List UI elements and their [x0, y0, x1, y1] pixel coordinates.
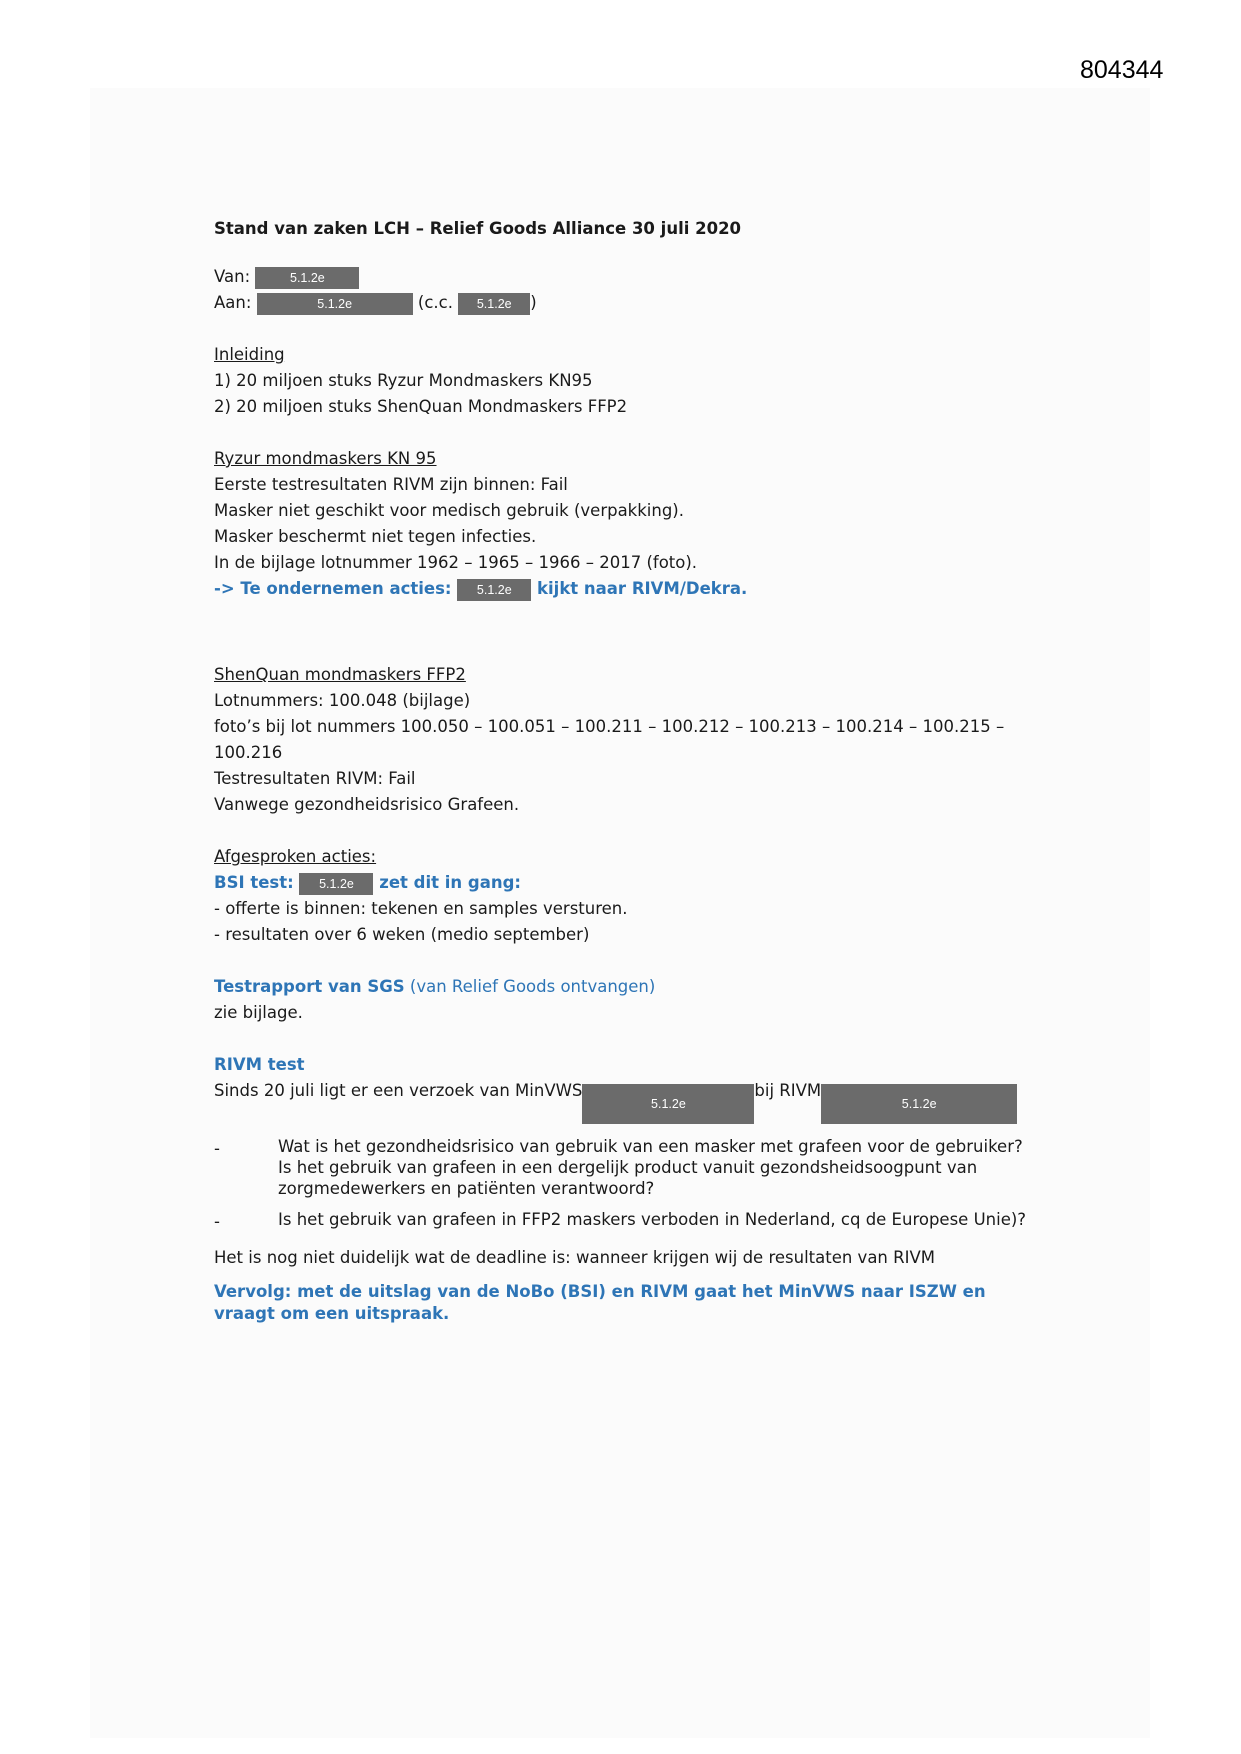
- cc-close: ): [530, 293, 537, 312]
- question-bullet: -: [214, 1212, 220, 1231]
- bsi-suffix: zet dit in gang:: [379, 873, 522, 892]
- aan-label: Aan:: [214, 293, 252, 312]
- cc-open: (c.c.: [417, 293, 453, 312]
- ryzur-action: [214, 576, 1034, 602]
- van-line: [214, 264, 1034, 290]
- document-title: Stand van zaken LCH – Relief Goods Alliance 30 juli 2020: [214, 219, 742, 238]
- action-suffix: kijkt naar RIVM/Dekra.: [537, 579, 748, 598]
- van-label: Van:: [214, 267, 251, 286]
- inleiding-item: 1) 20 miljoen stuks Ryzur Mondmaskers KN95: [214, 371, 593, 390]
- redaction-box: 5.1.2e: [255, 267, 359, 289]
- shenquan-heading: ShenQuan mondmaskers FFP2: [214, 665, 466, 684]
- vervolg-text: Vervolg: met de uitslag van de NoBo (BSI) en RIVM gaat het MinVWS naar ISZW en vraagt om een uitspraak.: [214, 1282, 986, 1323]
- shenquan-line: 100.216: [214, 743, 283, 762]
- sgs-line: zie bijlage.: [214, 1003, 303, 1022]
- document-number: 804344: [1080, 56, 1164, 84]
- question-text: Wat is het gezondheidsrisico van gebruik van een masker met grafeen voor de gebruiker? Is het gebruik van grafeen in een dergelijk product vanuit gezondsheidsoogpunt van zorgmedewerkers en patiënten verantwoord?: [278, 1137, 1023, 1198]
- rivm-line: [214, 1078, 1034, 1124]
- question-bullet: -: [214, 1139, 220, 1158]
- bsi-prefix: BSI test:: [214, 873, 294, 892]
- acties-item: - resultaten over 6 weken (medio september): [214, 925, 590, 944]
- bsi-line: [214, 870, 1034, 896]
- question-text: Is het gebruik van grafeen in FFP2 maskers verboden in Nederland, cq de Europese Unie)?: [278, 1210, 1027, 1229]
- rivm-prefix: Sinds 20 juli ligt er een verzoek van MinVWS: [214, 1081, 583, 1100]
- sgs-heading-bold: Testrapport van SGS: [214, 977, 405, 996]
- redaction-box: 5.1.2e: [458, 293, 530, 315]
- shenquan-line: Lotnummers: 100.048 (bijlage): [214, 691, 471, 710]
- ryzur-heading: Ryzur mondmaskers KN 95: [214, 449, 437, 468]
- rivm-question: [214, 1209, 1034, 1235]
- rivm-middle: bij RIVM: [754, 1081, 822, 1100]
- shenquan-line: Testresultaten RIVM: Fail: [214, 769, 416, 788]
- document-body: [214, 216, 1034, 1325]
- sgs-heading-rest: (van Relief Goods ontvangen): [404, 977, 656, 996]
- inleiding-item: 2) 20 miljoen stuks ShenQuan Mondmaskers FFP2: [214, 397, 628, 416]
- deadline-text: Het is nog niet duidelijk wat de deadline is: wanneer krijgen wij de resultaten van RIVM: [214, 1248, 935, 1267]
- rivm-heading: RIVM test: [214, 1055, 305, 1074]
- redaction-box: 5.1.2e: [457, 579, 531, 601]
- acties-item: - offerte is binnen: tekenen en samples versturen.: [214, 899, 628, 918]
- shenquan-line: foto’s bij lot nummers 100.050 – 100.051 – 100.211 – 100.212 – 100.213 – 100.214 – 100.215 –: [214, 717, 1005, 736]
- action-prefix: -> Te ondernemen acties:: [214, 579, 452, 598]
- ryzur-line: Masker beschermt niet tegen infecties.: [214, 527, 537, 546]
- aan-line: [214, 290, 1034, 316]
- ryzur-line: In de bijlage lotnummer 1962 – 1965 – 1966 – 2017 (foto).: [214, 553, 698, 572]
- acties-heading: Afgesproken acties:: [214, 847, 377, 866]
- inleiding-heading: Inleiding: [214, 345, 285, 364]
- redaction-box: 5.1.2e: [257, 293, 413, 315]
- ryzur-line: Eerste testresultaten RIVM zijn binnen: Fail: [214, 475, 568, 494]
- redaction-box: 5.1.2e: [582, 1084, 754, 1124]
- shenquan-line: Vanwege gezondheidsrisico Grafeen.: [214, 795, 520, 814]
- redaction-box: 5.1.2e: [821, 1084, 1017, 1124]
- sgs-heading: [214, 974, 1034, 1000]
- ryzur-line: Masker niet geschikt voor medisch gebruik (verpakking).: [214, 501, 684, 520]
- rivm-question: [214, 1136, 1034, 1199]
- redaction-box: 5.1.2e: [299, 873, 373, 895]
